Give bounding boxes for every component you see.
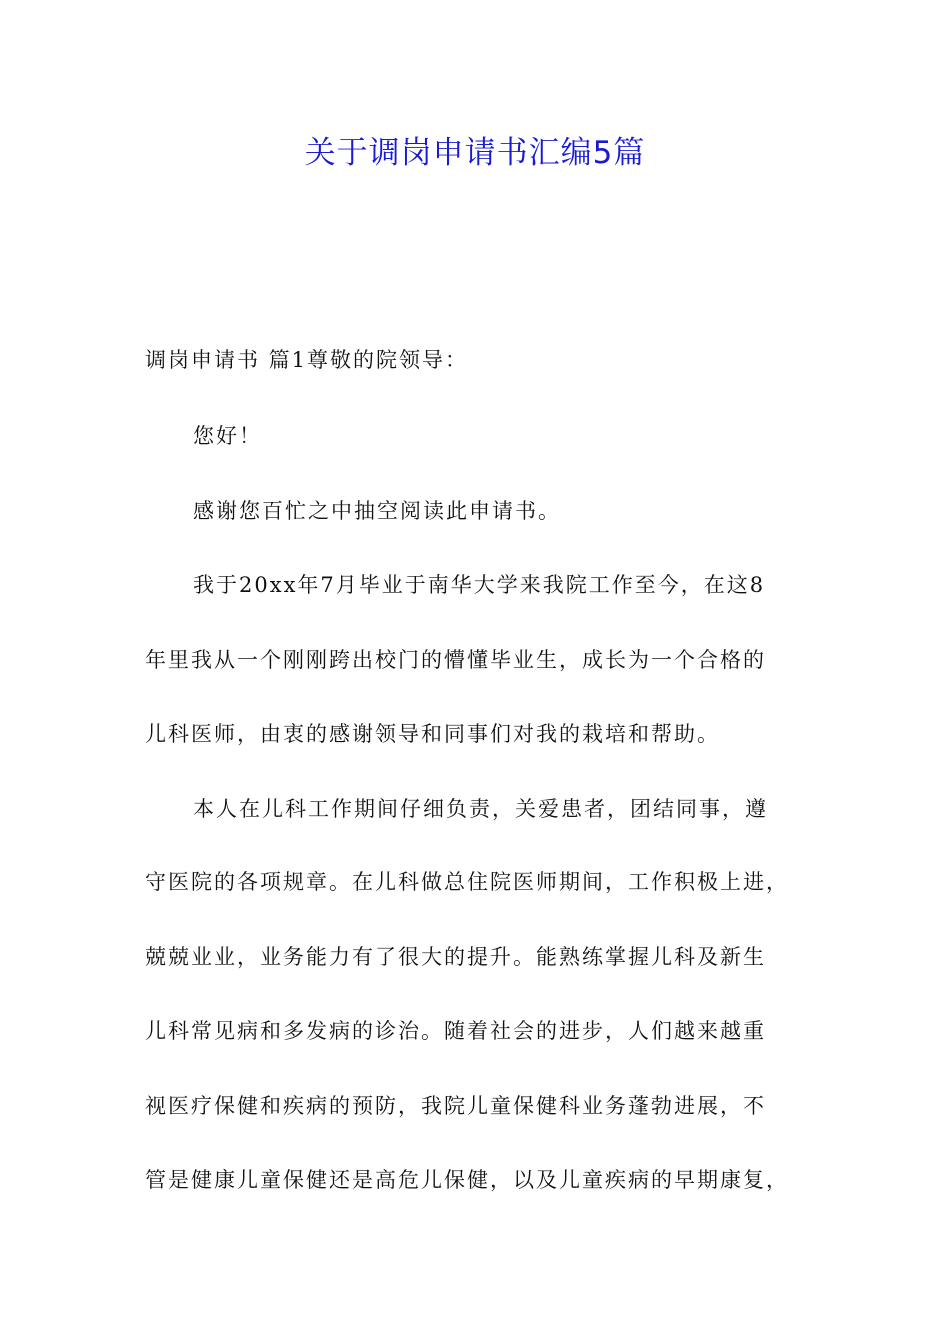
text-line: 感谢您百忙之中抽空阅读此申请书。 [193, 499, 561, 523]
text-line: 管是健康儿童保健还是高危儿保健，以及儿童疾病的早期康复， [145, 1168, 789, 1192]
text-line: 儿科常见病和多发病的诊治。随着社会的进步，人们越来越重 [145, 1019, 766, 1043]
text-line: 守医院的各项规章。在儿科做总住院医师期间，工作积极上进， [145, 870, 789, 894]
text-line-greeting: 您好！ [193, 424, 262, 448]
text-line-salutation: 调岗申请书 篇1尊敬的院领导： [145, 348, 469, 372]
text-line: 我于20xx年7月毕业于南华大学来我院工作至今，在这8 [193, 573, 766, 597]
text-line: 视医疗保健和疾病的预防，我院儿童保健科业务蓬勃进展，不 [145, 1094, 766, 1118]
text-line: 兢兢业业，业务能力有了很大的提升。能熟练掌握儿科及新生 [145, 945, 766, 969]
document-title: 关于调岗申请书汇编5篇 [304, 135, 646, 171]
text-line: 儿科医师，由衷的感谢领导和同事们对我的栽培和帮助。 [145, 722, 720, 746]
text-line: 本人在儿科工作期间仔细负责，关爱患者，团结同事，遵 [193, 797, 768, 821]
text-line: 年里我从一个刚刚跨出校门的懵懂毕业生，成长为一个合格的 [145, 648, 766, 672]
